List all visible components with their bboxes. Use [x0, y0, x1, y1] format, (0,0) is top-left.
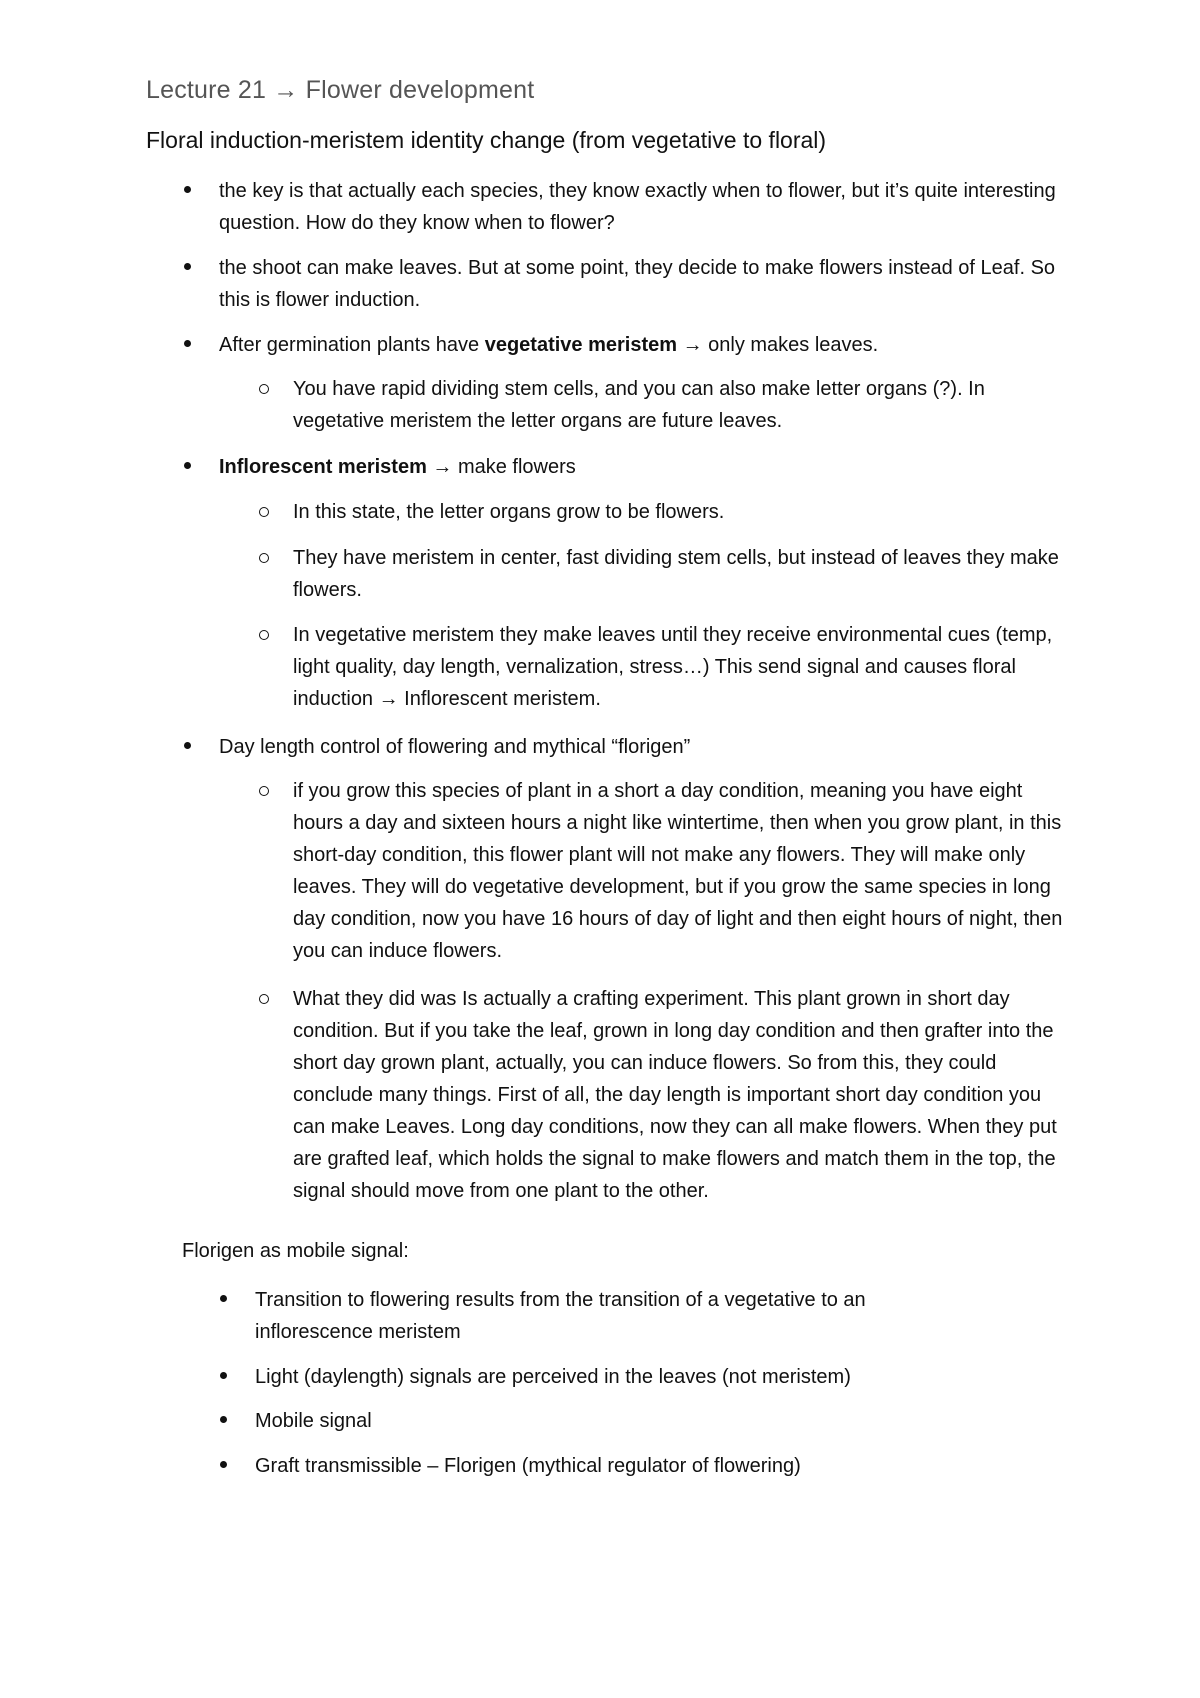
bullet-text: Transition to flowering results from the transition of a vegetative to an inflorescence meristem — [255, 1289, 866, 1343]
sub-bullet-circle — [259, 994, 269, 1004]
sub-bullet-text: In vegetative meristem they make leaves until they receive environmental cues (temp, light quality, day length, vernalization, stress…) This send signal and causes floral induction → Inflorescent meristem. — [293, 624, 1053, 710]
sub-bullet-text: They have meristem in center, fast dividing stem cells, but instead of leaves they make flowers. — [293, 547, 1059, 601]
bullet-text: the key is that actually each species, they know exactly when to flower, but it’s quite interesting question. How do they know when to flower? — [219, 180, 1056, 234]
bullet-dot — [220, 1461, 227, 1468]
sub-bullet-text: What they did was Is actually a crafting experiment. This plant grown in short day condition. But if you take the leaf, grown in long day condition and then grafter into the short day grown plant, actually, you can induce flowers. So from this, they could conclude many things. First of all, the day length is important short day condition you can make Leaves. Long day conditions, now they can all make flowers. When they put are grafted leaf, which holds the signal to make flowers and match them in the top, the signal should move from one plant to the other. — [293, 988, 1057, 1202]
sub-bullet-circle — [259, 630, 269, 640]
sub-bullet-circle — [259, 553, 269, 563]
bullet-text: Day length control of flowering and mythical “florigen” — [219, 736, 691, 758]
bullet-text: the shoot can make leaves. But at some point, they decide to make flowers instead of Leaf. So this is flower induction. — [219, 257, 1056, 311]
bullet-dot — [184, 340, 191, 347]
bullet-text-part: After germination plants have — [219, 334, 485, 356]
bullet-dot — [220, 1416, 227, 1423]
sub-bullet-circle — [259, 507, 269, 517]
bullet-text — [219, 329, 1069, 361]
bullet-dot — [184, 742, 191, 749]
bullet-text-part: → only makes leaves. — [677, 334, 879, 356]
sub-bullet-text: if you grow this species of plant in a short a day condition, meaning you have eight hours a day and sixteen hours a night like wintertime, then when you grow plant, in this short-day condition, this flower plant will not make any flowers. They will make only leaves. They will do vegetative development, but if you grow the same species in long day condition, now you have 16 hours of day of light and then eight hours of night, then you can induce flowers. — [293, 780, 1063, 962]
bullet-dot — [184, 462, 191, 469]
bullet-text: Mobile signal — [255, 1410, 372, 1432]
bullet-dot — [220, 1372, 227, 1379]
page-title: Lecture 21 → Flower development — [146, 76, 535, 104]
bold-term: vegetative meristem — [484, 334, 678, 356]
section-subtitle: Floral induction-meristem identity change (from vegetative to floral) — [146, 127, 827, 153]
bullet-text — [219, 451, 1069, 483]
bullet-dot — [184, 186, 191, 193]
section-heading: Florigen as mobile signal: — [182, 1240, 409, 1262]
bullet-text: Graft transmissible – Florigen (mythical regulator of flowering) — [255, 1455, 801, 1477]
bullet-text-part: → make flowers — [426, 456, 576, 478]
sub-bullet-circle — [259, 384, 269, 394]
bullet-text: Light (daylength) signals are perceived in the leaves (not meristem) — [255, 1366, 851, 1388]
bullet-dot — [220, 1295, 227, 1302]
sub-bullet-text: In this state, the letter organs grow to be flowers. — [293, 501, 725, 523]
sub-bullet-text: You have rapid dividing stem cells, and you can also make letter organs (?). In vegetative meristem the letter organs are future leaves. — [293, 378, 985, 432]
bold-term: Inflorescent meristem — [219, 456, 427, 478]
bullet-dot — [184, 263, 191, 270]
sub-bullet-circle — [259, 786, 269, 796]
